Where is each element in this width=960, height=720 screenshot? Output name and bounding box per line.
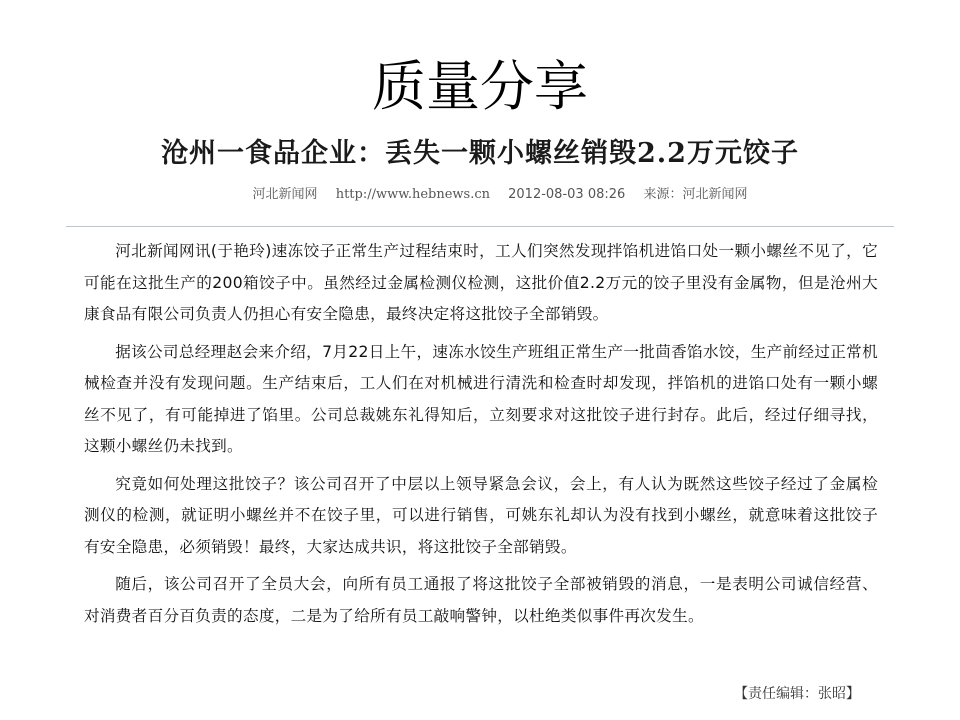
paragraph-1: 河北新闻网讯(于艳玲)速冻饺子正常生产过程结束时，工人们突然发现拌馅机进馅口处一颗小螺丝不见了，它可能在这批生产的200箱饺子中。虽然经过金属检测仪检测，这批价值2.2万元的饺子里没有金属物，但是沧州大康食品有限公司负责人仍担心有安全隐患，最终决定将这批饺子全部销毁。 — [84, 242, 878, 323]
source-label: 来源：河北新闻网 — [643, 187, 748, 202]
paragraph-2: 据该公司总经理赵会来介绍，7月22日上午，速冻水饺生产班组正常生产一批茴香馅水饺，生产前经过正常机械检查并没有发现问题。生产结束后，工人们在对机械进行清洗和检查时却发现，拌馅机的进馅口处有一颗小螺丝不见了，有可能掉进了馅里。公司总裁姚东礼得知后，立刻要求对这批饺子进行封存。此后，经过仔细寻找，这颗小螺丝仍未找到。 — [84, 342, 878, 455]
slide-title: 质量分享 — [372, 55, 588, 118]
paragraph-4: 随后，该公司召开了全员大会，向所有员工通报了将这批饺子全部被销毁的消息，一是表明公司诚信经营、对消费者百分百负责的态度，二是为了给所有员工敲响警钟，以杜绝类似事件再次发生。 — [84, 575, 878, 625]
paragraph-3: 究竟如何处理这批饺子？该公司召开了中层以上领导紧急会议，会上，有人认为既然这些饺子经过了金属检测仪的检测，就证明小螺丝并不在饺子里，可以进行销售，可姚东礼却认为没有找到小螺丝，就意味着这批饺子有安全隐患，必须销毁！最终，大家达成共识，将这批饺子全部销毁。 — [84, 474, 878, 556]
article-body — [84, 236, 878, 638]
source-url: http://www.hebnews.cn — [335, 187, 490, 202]
header-divider — [66, 226, 894, 227]
article-headline: 沧州一食品企业：丢失一颗小螺丝销毁2.2万元饺子 — [161, 138, 799, 169]
publish-datetime: 2012-08-03 08:26 — [508, 187, 626, 202]
article-meta — [120, 184, 880, 206]
source-site: 河北新闻网 — [252, 187, 318, 202]
editor-note: 【责任编辑：张昭】 — [734, 686, 860, 702]
